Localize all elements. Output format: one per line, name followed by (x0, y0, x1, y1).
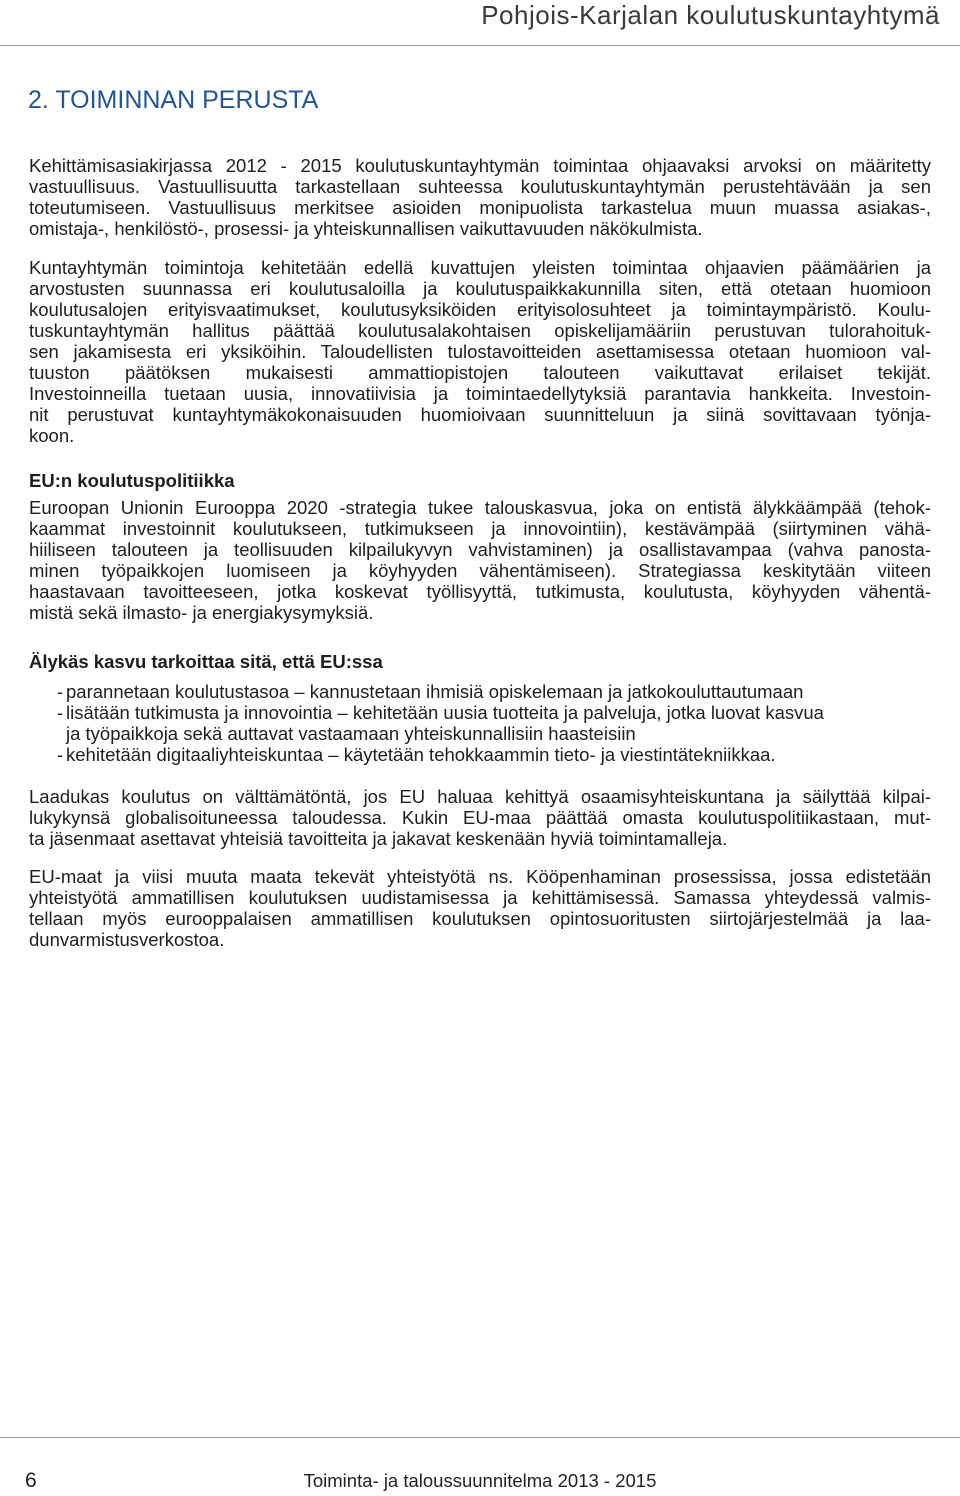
list-item (57, 702, 937, 723)
text-line: hiiliseen talouteen ja teollisuuden kilpailukyvyn vahvistaminen) ja osallistavampaa (vahva panosta- (29, 539, 931, 560)
paragraph-europe-2020 (29, 497, 931, 623)
list-dash: - (57, 681, 64, 702)
text-line: Laadukas koulutus on välttämätöntä, jos EU haluaa kehittyä osaamisyhteiskuntana ja säilyttää kilpai- (29, 786, 931, 807)
text-line: vastuullisuus. Vastuullisuutta tarkastellaan suhteessa koulutuskuntayhtymän perustehtävään ja sen (29, 176, 931, 197)
text-line: tuuston päätöksen mukaisesti ammattiopistojen talouteen vaikuttavat erilaiset tekijät. (29, 362, 931, 383)
page-number: 6 (25, 1469, 37, 1492)
list-item-text: parannetaan koulutustasoa – kannustetaan ihmisiä opiskelemaan ja jatkokouluttautumaan (66, 681, 804, 702)
text-line: yhteistyötä ammatillisen koulutuksen uudistamisessa ja kehittämisessä. Samassa yhteydessä valmis- (29, 887, 931, 908)
text-line: omistaja-, henkilöstö-, prosessi- ja yhteiskunnallisen vaikuttavuuden näkökulmista. (29, 218, 703, 239)
paragraph-responsibility (29, 155, 931, 239)
text-line: arvostusten suunnassa eri koulutusaloilla ja koulutuspaikkakunnilla siten, että otetaan huomioon (29, 278, 931, 299)
text-line: haastavaan tavoitteeseen, jotka koskevat työllisyyttä, tutkimusta, koulutusta, köyhyyden vähentä- (29, 581, 931, 602)
text-line: dunvarmistusverkostoa. (29, 929, 225, 950)
list-item-continuation: ja työpaikkoja sekä auttavat vastaamaan yhteiskunnallisiin haasteisiin (66, 723, 636, 744)
text-line: EU-maat ja viisi muuta maata tekevät yhteistyötä ns. Kööpenhaminan prosessissa, jossa edistetään (29, 866, 931, 887)
subheading-eu-policy: EU:n koulutuspolitiikka (29, 470, 235, 491)
header-rule (0, 45, 960, 46)
list-dash: - (57, 744, 64, 765)
text-line: toteutumiseen. Vastuullisuus merkitsee asioiden monipuolista tarkastelua muun muassa asiakas-, (29, 197, 931, 218)
paragraph-copenhagen-process (29, 866, 931, 950)
smart-growth-list (57, 681, 937, 765)
text-line: Kuntayhtymän toimintoja kehitetään edellä kuvattujen yleisten toimintaa ohjaavien päämäärien ja (29, 257, 931, 278)
page-header (0, 0, 960, 46)
text-line: lukykynsä globalisoituneessa taloudessa. Kukin EU-maa päättää omasta koulutuspolitiikastaan, mut- (29, 807, 931, 828)
list-item-text: lisätään tutkimusta ja innovointia – kehitetään uusia tuotteita ja palveluja, jotka luovat kasvua (66, 702, 824, 723)
list-item (57, 681, 937, 702)
text-line: nit perustuvat kuntayhtymäkokonaisuuden huomioivaan suunnitteluun ja siinä sovittavaan työnja- (29, 404, 931, 425)
paragraph-development (29, 257, 931, 446)
text-line: sen jakamisesta eri yksiköihin. Taloudellisten tulostavoitteiden asettamisessa otetaan huomioon val- (29, 341, 931, 362)
text-line: Investoinneilla tuetaan uusia, innovatiivisia ja toimintaedellytyksiä parantavia hankkeita. Investoin- (29, 383, 931, 404)
footer-rule (0, 1437, 960, 1438)
text-line: Euroopan Unionin Eurooppa 2020 -strategia tukee talouskasvua, joka on entistä älykkäämpää (tehok- (29, 497, 931, 518)
paragraph-quality-education (29, 786, 931, 849)
text-line: tellaan myös eurooppalaisen ammatillisen koulutuksen opintosuoritusten siirtojärjestelmää ja laa- (29, 908, 931, 929)
text-line: minen työpaikkojen luomiseen ja köyhyyden vähentämiseen). Strategiassa keskitytään viiteen (29, 560, 931, 581)
document-title: Toiminta- ja taloussuunnitelma 2013 - 2015 (303, 1470, 657, 1491)
text-line: tuskuntayhtymän hallitus päättää koulutusalakohtaisen opiskelijamääriin perustuvan tulorahoituk- (29, 320, 931, 341)
text-line: koulutusalojen erityisvaatimukset, koulutusyksiköiden erityisolosuhteet ja toimintaympäristö. Koulu- (29, 299, 931, 320)
text-line: koon. (29, 425, 75, 446)
list-item (57, 744, 937, 765)
text-line: kaammat investoinnit koulutukseen, tutkimukseen ja innovointiin), kestävämpää (siirtyminen vähä- (29, 518, 931, 539)
text-line: ta jäsenmaat asettavat yhteisiä tavoitteita ja jakavat keskenään hyviä toimintamalleja. (29, 828, 728, 849)
section-title: 2. TOIMINNAN PERUSTA (28, 86, 319, 114)
organization-name: Pohjois-Karjalan koulutuskuntayhtymä (481, 0, 940, 30)
list-item-text: kehitetään digitaaliyhteiskuntaa – käytetään tehokkaammin tieto- ja viestintätekniikkaa. (66, 744, 776, 765)
list-dash: - (57, 702, 64, 723)
text-line: Kehittämisasiakirjassa 2012 - 2015 koulutuskuntayhtymän toimintaa ohjaavaksi arvoksi on määritetty (29, 155, 931, 176)
text-line: mistä sekä ilmasto- ja energiakysymyksiä. (29, 602, 374, 623)
subheading-smart-growth: Älykäs kasvu tarkoittaa sitä, että EU:ssa (29, 651, 383, 672)
